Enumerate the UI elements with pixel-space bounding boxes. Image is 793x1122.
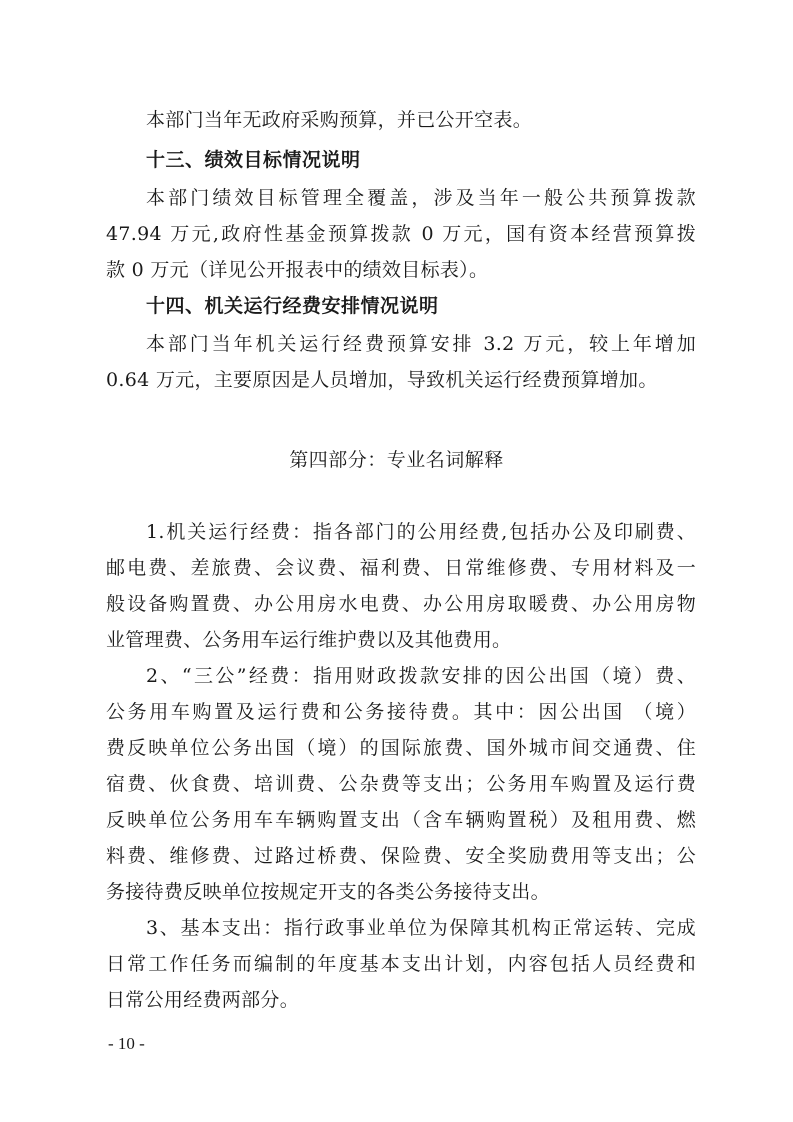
def2-line-5: 反映单位公务用车车辆购置支出（含车辆购置税）及租用费、燃 <box>106 809 696 831</box>
def2-line-4: 宿费、伙食费、培训费、公杂费等支出；公务用车购置及运行费 <box>106 773 696 795</box>
def3-line-3: 日常公用经费两部分。 <box>106 989 300 1011</box>
def1-line-2: 邮电费、差旅费、会议费、福利费、日常维修费、专用材料及一 <box>106 557 696 579</box>
s13-line-1: 本部门绩效目标管理全覆盖，涉及当年一般公共预算拨款 <box>146 187 696 209</box>
s13-line-2: 47.94 万元,政府性基金预算拨款 0 万元，国有资本经营预算拨 <box>106 223 696 245</box>
section-14-heading: 十四、机关运行经费安排情况说明 <box>146 295 439 317</box>
s12-line-1: 本部门当年无政府采购预算，并已公开空表。 <box>146 109 533 131</box>
def2-line-3: 费反映单位公务出国（境）的国际旅费、国外城市间交通费、住 <box>106 737 696 759</box>
part-4-title: 第四部分：专业名词解释 <box>289 449 504 471</box>
def2-line-7: 务接待费反映单位按规定开支的各类公务接待支出。 <box>106 881 550 903</box>
def1-line-4: 业管理费、公务用车运行维护费以及其他费用。 <box>106 629 512 651</box>
s13-line-3: 款 0 万元（详见公开报表中的绩效目标表）。 <box>106 259 489 281</box>
def2-line-6: 料费、维修费、过路过桥费、保险费、安全奖励费用等支出；公 <box>106 845 696 867</box>
page-number: - 10 - <box>108 1034 145 1053</box>
def1-line-3: 般设备购置费、办公用房水电费、办公用房取暖费、办公用房物 <box>106 593 696 615</box>
def3-line-1: 3、基本支出：指行政事业单位为保障其机构正常运转、完成 <box>146 917 696 939</box>
def3-line-2: 日常工作任务而编制的年度基本支出计划，内容包括人员经费和 <box>106 953 696 975</box>
s14-line-2: 0.64 万元，主要原因是人员增加，导致机关运行经费预算增加。 <box>106 369 658 391</box>
def2-line-2: 公务用车购置及运行费和公务接待费。其中：因公出国 （境） <box>106 701 696 723</box>
def1-line-1: 1.机关运行经费：指各部门的公用经费,包括办公及印刷费、 <box>146 521 696 543</box>
section-13-heading: 十三、绩效目标情况说明 <box>146 149 361 171</box>
s14-line-1: 本部门当年机关运行经费预算安排 3.2 万元，较上年增加 <box>146 333 696 355</box>
def2-line-1: 2、“三公”经费：指用财政拨款安排的因公出国（境）费、 <box>146 665 696 687</box>
